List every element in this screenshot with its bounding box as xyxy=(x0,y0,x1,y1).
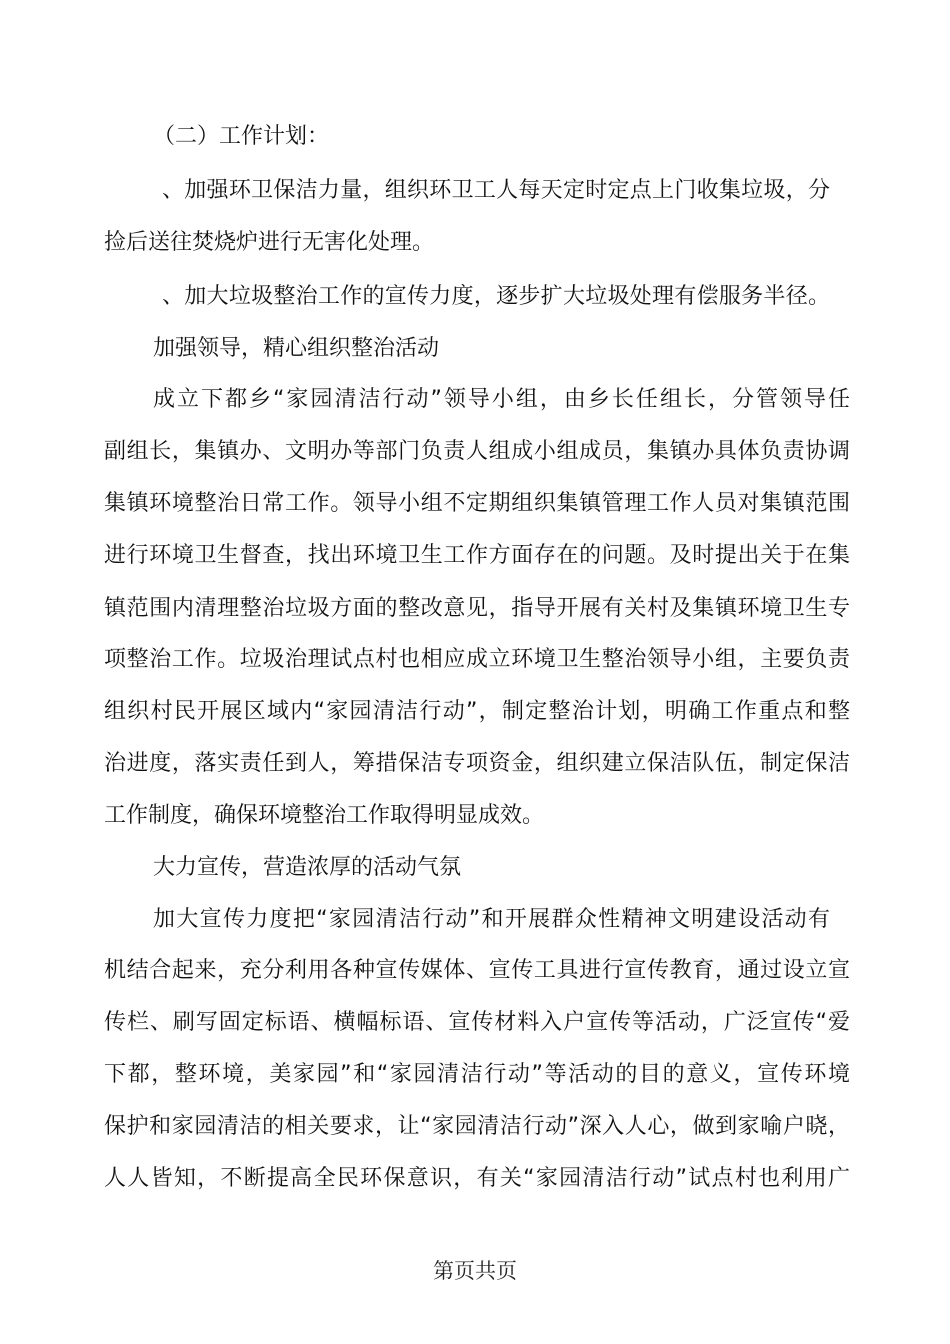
subheading: 大力宣传，营造浓厚的活动气氛 xyxy=(153,855,462,880)
text-line: 、加强环卫保洁力量，组织环卫工人每天定时定点上门收集垃圾，分 xyxy=(162,178,830,203)
text-line: 集镇环境整治日常工作。领导小组不定期组织集镇管理工作人员对集镇范围 xyxy=(104,491,850,516)
text-line: 人人皆知，不断提高全民环保意识，有关“家园清洁行动”试点村也利用广 xyxy=(104,1166,850,1191)
text-line: 副组长，集镇办、文明办等部门负责人组成小组成员，集镇办具体负责协调 xyxy=(104,439,850,464)
text-line: 捡后送往焚烧炉进行无害化处理。 xyxy=(104,230,435,255)
text-line: 加大宣传力度把“家园清洁行动”和开展群众性精神文明建设活动有 xyxy=(153,907,830,932)
text-line: 项整治工作。垃圾治理试点村也相应成立环境卫生整治领导小组，主要负责 xyxy=(104,647,850,672)
text-line: 传栏、刷写固定标语、横幅标语、宣传材料入户宣传等活动，广泛宣传“爱 xyxy=(104,1010,850,1035)
text-line: 镇范围内清理整治垃圾方面的整改意见，指导开展有关村及集镇环境卫生专 xyxy=(104,596,850,621)
text-line: 机结合起来，充分利用各种宣传媒体、宣传工具进行宣传教育，通过设立宣 xyxy=(104,958,850,983)
text-line: 治进度，落实责任到人，筹措保洁专项资金，组织建立保洁队伍，制定保洁 xyxy=(104,751,850,776)
text-line: 保护和家园清洁的相关要求，让“家园清洁行动”深入人心，做到家喻户晓， xyxy=(104,1114,850,1139)
text-line: 进行环境卫生督查，找出环境卫生工作方面存在的问题。及时提出关于在集 xyxy=(104,543,850,568)
page-footer: 第页共页 xyxy=(433,1259,517,1283)
text-line: 组织村民开展区域内“家园清洁行动”，制定整治计划，明确工作重点和整 xyxy=(104,699,850,724)
subheading: 加强领导，精心组织整治活动 xyxy=(153,336,440,361)
text-line: 、加大垃圾整治工作的宣传力度，逐步扩大垃圾处理有偿服务半径。 xyxy=(162,284,830,309)
text-line: 下都，整环境，美家园”和“家园清洁行动”等活动的目的意义，宣传环境 xyxy=(104,1062,850,1087)
text-line: 工作制度，确保环境整治工作取得明显成效。 xyxy=(104,803,545,828)
section-heading: （二）工作计划： xyxy=(153,124,330,149)
text-line: 成立下都乡“家园清洁行动”领导小组，由乡长任组长，分管领导任 xyxy=(153,387,850,412)
